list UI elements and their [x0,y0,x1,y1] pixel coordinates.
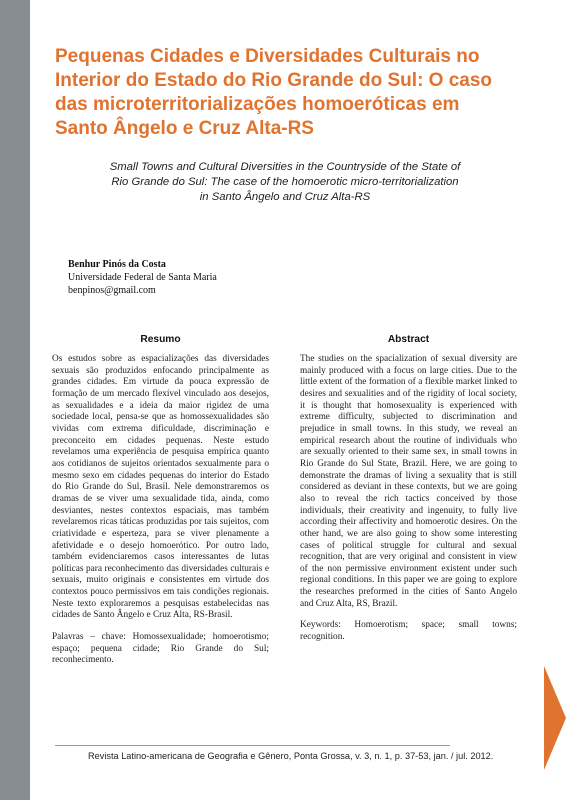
subtitle-line: Small Towns and Cultural Diversities in the Countryside of the State of [109,161,461,173]
article-title [55,45,515,141]
english-title [70,160,500,205]
abstract-column [300,334,517,644]
author-block [68,258,217,297]
title-line: das microterritorializações homoeróticas em [55,94,460,115]
journal-citation-footer: Revista Latino-americana de Geografia e Gênero, Ponta Grossa, v. 3, n. 1, p. 37-53, jan. / jul. 2012. [88,751,494,761]
abstract-body: The studies on the spacialization of sexual diversity are mainly produced with a focus on large cities. Due to the little extent of the formation of a flexible market linked to desires and sexualities and of the rigidity of local society, it is thought that homosexuality is experienced with extreme difficulty, subjected to discrimination and prejudice in small towns. In this study, we reveal an empirical research about the routine of individuals who are sexually oriented to their same sex, in small towns in Rio Grande do Sul State, Brazil. Here, we are going to demonstrate the dramas of living a sexuality that is still considered as deviant in these contexts, but we are going also to reveal the rich tactics conceived by those individuals, their creativity and ingenuity, to fully live according their affectivity and homoerotic desires. On the other hand, we are also going to show some interesting cases of political struggle for cultural and sexual recognition, that are very original and consistent in view of the non permissive environment existent under such regional conditions. In this paper we are going to explore the researches preformed in the cities of Santo Angelo and Cruz Alta, RS, Brazil. [300,354,517,609]
author-email[interactable]: benpinos@gmail.com [68,285,156,296]
abstract-heading: Abstract [387,334,430,345]
footer-rule [55,745,450,746]
resumo-body: Os estudos sobre as espacializações das diversidades sexuais são produzidos enfocando principalmente as grandes cidades. Em virtude da pouca expressão de formação de um mercado flexível vinculado aos desejos, as sexualidades e a ideia da maior rigidez de uma sociedade local, pensa-se que as homossexualidades são vividas com extrema dificuldade, discriminação e preconceito em cidades pequenas. Neste estudo revelamos uma experiência de pesquisa empírica quanto aos cotidianos de sujeitos orientados sexualmente para o mesmo sexo em cidades pequenas do interior do Estado do Rio Grande do Sul, Brasil. Nele demonstraremos os dramas de se viver uma sexualidade tida, ainda, como desviantes, nestes contextos espaciais, mas também revelaremos ricas táticas produzidas por tais sujeitos, com criatividade e esperteza, para se viver plenamente a afetividade e o desejo homoerótico. Por outro lado, também evidenciaremos casos interessantes de lutas políticas para reconhecimento das diversidades culturais e sexuais, muito originais e consistentes em virtude dos contextos pouco permissivos em tais condições regionais. Neste texto exploraremos a pesquisas estabelecidas nas cidades de Santo Ângelo e Cruz Alta, RS-Brasil. [52,354,269,621]
resumo-column [52,334,269,667]
right-triangle-arrow-icon [544,666,566,770]
subtitle-line: Rio Grande do Sul: The case of the homoerotic micro-territorialization [111,176,459,188]
title-line: Pequenas Cidades e Diversidades Culturais no [55,46,480,67]
title-line: Santo Ângelo e Cruz Alta-RS [55,118,314,139]
resumo-heading: Resumo [140,334,181,345]
resumo-keywords: Palavras – chave: Homossexualidade; homoerotismo; espaço; pequena cidade; Rio Grande do Sul; reconhecimento. [52,632,269,666]
author-name: Benhur Pinós da Costa [68,259,166,270]
author-affiliation: Universidade Federal de Santa Maria [68,272,217,283]
abstract-keywords: Keywords: Homoerotism; space; small towns; recognition. [300,620,517,643]
title-line: Interior do Estado do Rio Grande do Sul: O caso [55,70,493,91]
subtitle-line: in Santo Ângelo and Cruz Alta-RS [199,191,371,203]
